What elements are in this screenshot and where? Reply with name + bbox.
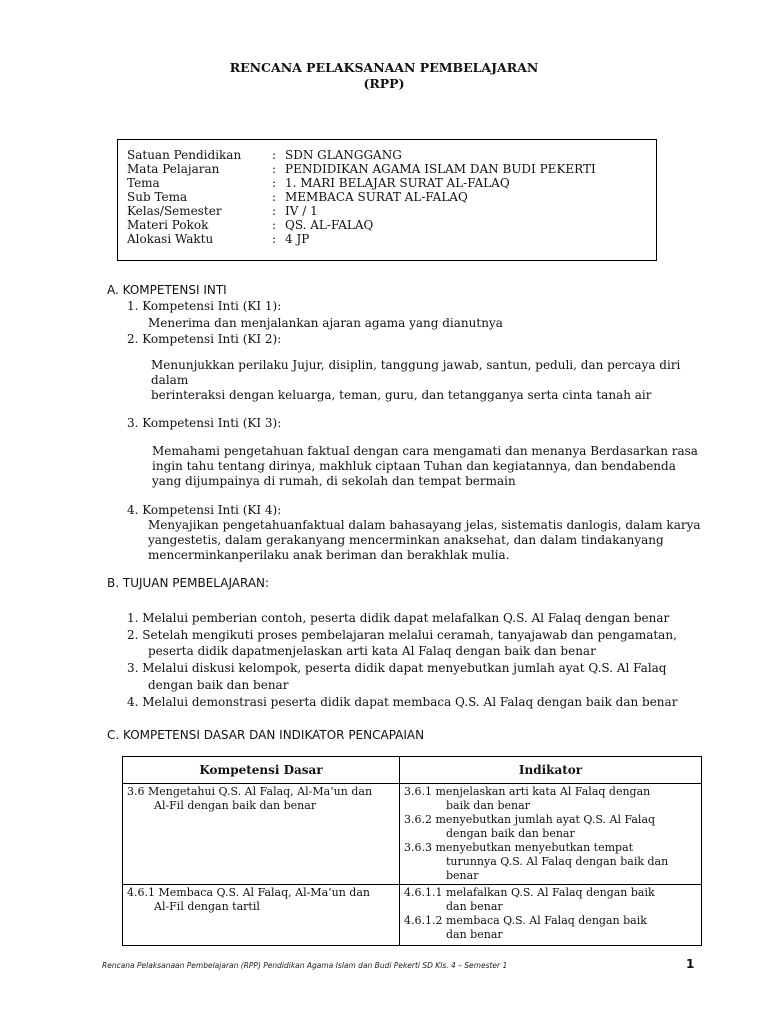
- identity-separator: :: [272, 218, 277, 232]
- ki2-text-line: Menunjukkan perilaku Jujur, disiplin, tanggung jawab, santun, peduli, dan percaya diri: [151, 358, 681, 372]
- indicator-line: dengan baik dan benar: [446, 827, 575, 840]
- indicator-cell: [400, 885, 702, 946]
- section-a-heading: A. KOMPETENSI INTI: [107, 283, 227, 297]
- indicator-cell: [400, 784, 702, 885]
- objective-item: 3. Melalui diskusi kelompok, peserta didik dapat menyebutkan jumlah ayat Q.S. Al Falaq: [127, 661, 667, 675]
- ki3-title: 3. Kompetensi Inti (KI 3):: [127, 416, 282, 430]
- identity-value: MEMBACA SURAT AL-FALAQ: [285, 190, 468, 204]
- ki3-text-line: Memahami pengetahuan faktual dengan cara mengamati dan menanya Berdasarkan rasa: [152, 444, 698, 458]
- page-footer: Rencana Pelaksanaan Pembelajaran (RPP) Pendidikan Agama Islam dan Budi Pekerti SD Kls. 4 – Semester 1: [102, 961, 508, 970]
- ki2-text-line: berinteraksi dengan keluarga, teman, guru, dan tetangganya serta cinta tanah air: [151, 388, 652, 402]
- objective-item-continuation: dengan baik dan benar: [148, 678, 289, 692]
- indicator-line: 3.6.1 menjelaskan arti kata Al Falaq dengan: [404, 785, 651, 798]
- ki4-text-line: Menyajikan pengetahuanfaktual dalam bahasayang jelas, sistematis danlogis, dalam karya: [148, 518, 701, 532]
- identity-separator: :: [272, 176, 277, 190]
- identity-label: Materi Pokok: [127, 218, 209, 232]
- identity-label: Alokasi Waktu: [127, 232, 214, 246]
- kd-text: [127, 785, 395, 813]
- indicator-item: [404, 886, 697, 914]
- indicator-line: dan benar: [446, 900, 503, 913]
- indicator-item: [404, 785, 697, 813]
- kd-cell: [123, 784, 400, 885]
- indicator-line: 4.6.1.2 membaca Q.S. Al Falaq dengan baik: [404, 914, 647, 927]
- table-row: [123, 784, 702, 885]
- identity-separator: :: [272, 232, 277, 246]
- section-c-heading: C. KOMPETENSI DASAR DAN INDIKATOR PENCAPAIAN: [107, 728, 425, 742]
- identity-label: Satuan Pendidikan: [127, 148, 242, 162]
- column-header-indikator: Indikator: [400, 757, 702, 784]
- identity-value: 1. MARI BELAJAR SURAT AL-FALAQ: [285, 176, 510, 190]
- section-b-heading: B. TUJUAN PEMBELAJARAN:: [107, 576, 270, 590]
- document-title: RENCANA PELAKSANAAN PEMBELAJARAN: [229, 60, 539, 75]
- indicator-item: [404, 914, 697, 942]
- page-number: 1: [686, 957, 695, 971]
- indicator-line: 3.6.3 menyebutkan menyebutkan tempat: [404, 841, 634, 854]
- identity-separator: :: [272, 148, 277, 162]
- competency-indicator-table: [122, 756, 702, 946]
- indicator-line: dan benar: [446, 928, 503, 941]
- indicator-line: turunnya Q.S. Al Falaq dengan baik dan: [446, 855, 669, 868]
- ki1-text: Menerima dan menjalankan ajaran agama yang dianutnya: [148, 316, 503, 330]
- identity-label: Mata Pelajaran: [127, 162, 220, 176]
- identity-value: 4 JP: [285, 232, 310, 246]
- identity-box: [117, 139, 657, 261]
- ki4-title: 4. Kompetensi Inti (KI 4):: [127, 503, 282, 517]
- objective-item: 2. Setelah mengikuti proses pembelajaran melalui ceramah, tanyajawab dan pengamatan,: [127, 628, 677, 642]
- identity-label: Kelas/Semester: [127, 204, 222, 218]
- identity-value: IV / 1: [285, 204, 318, 218]
- column-header-kompetensi-dasar: Kompetensi Dasar: [123, 757, 400, 784]
- indicator-item: [404, 813, 697, 841]
- indicator-line: 3.6.2 menyebutkan jumlah ayat Q.S. Al Falaq: [404, 813, 656, 826]
- kd-cell: [123, 885, 400, 946]
- ki2-text-line: dalam: [151, 373, 189, 387]
- indicator-line: baik dan benar: [446, 799, 530, 812]
- kd-text: [127, 886, 395, 914]
- ki3-text-line: yang dijumpainya di rumah, di sekolah dan tempat bermain: [152, 474, 516, 488]
- ki1-title: 1. Kompetensi Inti (KI 1):: [127, 299, 282, 313]
- identity-separator: :: [272, 204, 277, 218]
- kd-line: 4.6.1 Membaca Q.S. Al Falaq, Al-Ma‘un dan: [127, 886, 370, 899]
- ki4-text-line: mencerminkanperilaku anak beriman dan berakhlak mulia.: [148, 548, 510, 562]
- identity-label: Sub Tema: [127, 190, 188, 204]
- ki2-title: 2. Kompetensi Inti (KI 2):: [127, 332, 282, 346]
- indicator-line: benar: [446, 869, 479, 882]
- identity-separator: :: [272, 190, 277, 204]
- ki3-text-line: ingin tahu tentang dirinya, makhluk ciptaan Tuhan dan kegiatannya, dan bendabenda: [152, 459, 676, 473]
- table-row: [123, 885, 702, 946]
- identity-separator: :: [272, 162, 277, 176]
- table-header-row: [123, 757, 702, 784]
- kd-line: Al-Fil dengan tartil: [154, 900, 260, 913]
- identity-value: SDN GLANGGANG: [285, 148, 402, 162]
- objective-item: 4. Melalui demonstrasi peserta didik dapat membaca Q.S. Al Falaq dengan baik dan benar: [127, 695, 678, 709]
- document-subtitle: (RPP): [363, 76, 405, 91]
- objective-item-continuation: peserta didik dapatmenjelaskan arti kata Al Falaq dengan baik dan benar: [148, 644, 596, 658]
- identity-value: PENDIDIKAN AGAMA ISLAM DAN BUDI PEKERTI: [285, 162, 596, 176]
- ki4-text-line: yangestetis, dalam gerakanyang mencerminkan anaksehat, dan dalam tindakanyang: [148, 533, 664, 547]
- kd-line: 3.6 Mengetahui Q.S. Al Falaq, Al-Ma‘un dan: [127, 785, 373, 798]
- kd-line: Al-Fil dengan baik dan benar: [154, 799, 317, 812]
- indicator-item: [404, 841, 697, 883]
- indicator-line: 4.6.1.1 melafalkan Q.S. Al Falaq dengan baik: [404, 886, 655, 899]
- objective-item: 1. Melalui pemberian contoh, peserta didik dapat melafalkan Q.S. Al Falaq dengan benar: [127, 611, 670, 625]
- identity-value: QS. AL-FALAQ: [285, 218, 374, 232]
- identity-label: Tema: [127, 176, 160, 190]
